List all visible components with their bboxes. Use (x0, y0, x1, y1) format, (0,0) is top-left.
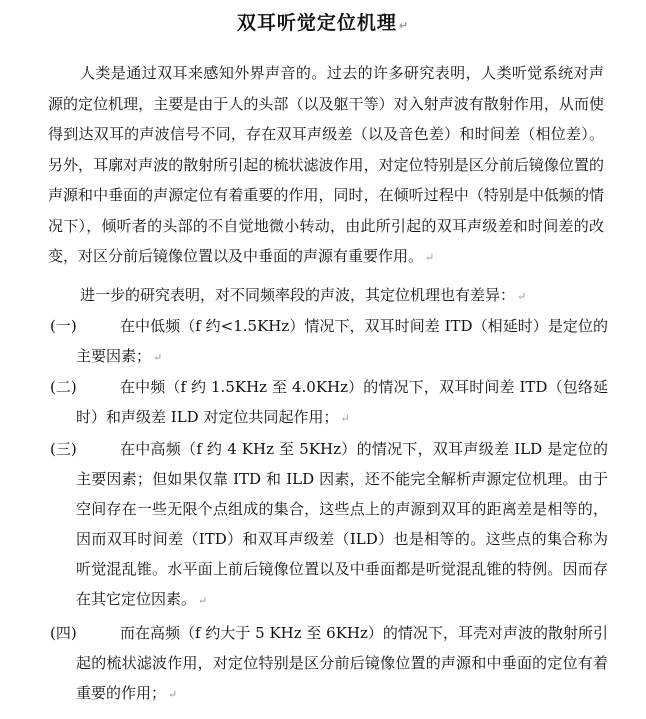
document-title: 双耳听觉定位机理 ↵ (236, 12, 410, 34)
list-item-number: (三) (50, 440, 77, 458)
list-item-number: (一) (50, 317, 77, 335)
list-item (48, 372, 608, 434)
paragraph-mark-icon: ↵ (517, 290, 527, 303)
intro-paragraph: 人类是通过双耳来感知外界声音的。过去的许多研究表明，人类听觉系统对声源的定位机理，主要是由于人的头部（以及躯干等）对入射声波有散射作用，从而使得到达双耳的声波信号不同，存在双耳声级差（以及音色差）和时间差（相位差）。另外，耳廓对声波的散射所引起的梳状滤波作用，对定位特别是区分前后镜像位置的声源和中垂面的声源定位有着重要的作用，同时，在倾听过程中（特别是中低频的情况下），倾听者的头部的不自觉地微小转动，由此所引起的双耳声级差和时间差的改变，对区分前后镜像位置以及中垂面的声源有重要作用。 ↵ (48, 64, 604, 265)
list-item-text: 而在高频（f 约大于 5 KHz 至 6KHz）的情况下，耳壳对声波的散射所引起的梳状滤波作用，对定位特别是区分前后镜像位置的声源和中垂面的定位有着重要的作用； ↵ (76, 624, 608, 702)
list-item (48, 618, 608, 710)
research-paragraph: 进一步的研究表明，对不同频率段的声波，其定位机理也有差异： ↵ (80, 286, 527, 304)
list-item-number: (四) (50, 624, 77, 642)
paragraph-mark-icon: ↵ (398, 19, 410, 32)
list-item-text: 在中频（f 约 1.5KHz 至 4.0KHz）的情况下，双耳时间差 ITD（包络延时）和声级差 ILD 对定位共同起作用； ↵ (76, 378, 608, 426)
paragraph-mark-icon: ↵ (153, 351, 163, 364)
list-item (48, 434, 608, 616)
paragraph-mark-icon: ↵ (425, 251, 435, 264)
paragraph-mark-icon: ↵ (198, 594, 208, 607)
list-item-number: (二) (50, 378, 77, 396)
list-item-text: 在中低频（f 约<1.5KHz）情况下，双耳时间差 ITD（相延时）是定位的主要因素； ↵ (76, 317, 608, 365)
paragraph-mark-icon: ↵ (168, 688, 178, 701)
list-item (48, 311, 608, 373)
paragraph-mark-icon: ↵ (340, 412, 350, 425)
list-item-text: 在中高频（f 约 4 KHz 至 5KHz）的情况下，双耳声级差 ILD 是定位的主要因素；但如果仅靠 ITD 和 ILD 因素，还不能完全解析声源定位机理。由于空间存在一些无限个点组成的集合，这些点上的声源到双耳的距离差是相等的，因而双耳时间差（ITD）和双耳声级差（ILD）也是相等的。这些点的集合称为听觉混乱锥。水平面上前后镜像位置以及中垂面都是听觉混乱锥的特例。因而存在其它定位因素。 ↵ (76, 440, 608, 608)
